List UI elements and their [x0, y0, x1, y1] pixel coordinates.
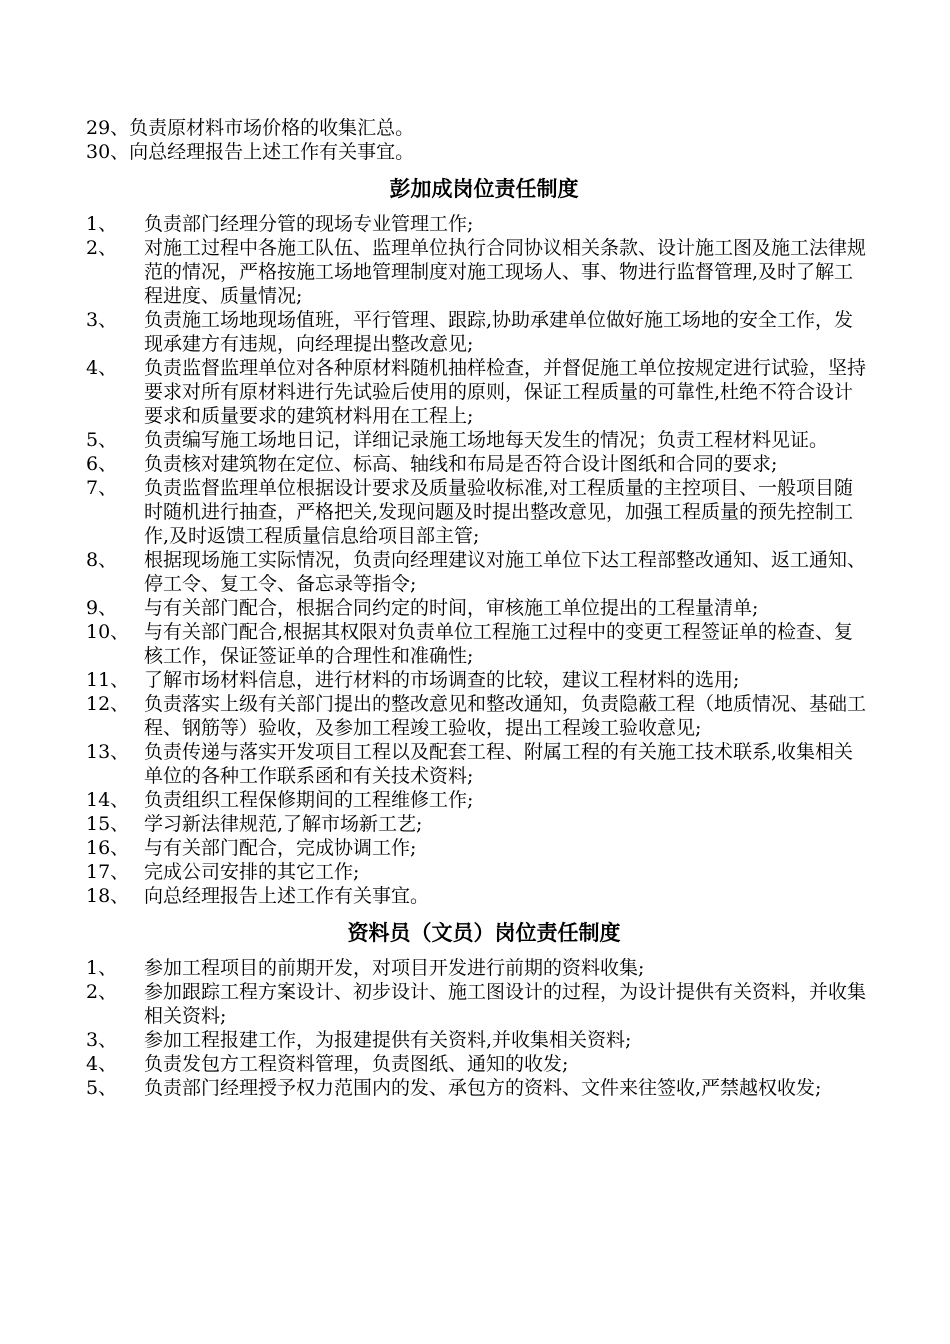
item-number: 9、 — [86, 597, 118, 619]
list-item — [86, 476, 870, 548]
item-number: 10、 — [86, 621, 130, 643]
item-number: 5、 — [86, 429, 118, 451]
list-item — [86, 212, 870, 236]
item-text: 完成公司安排的其它工作; — [144, 861, 360, 883]
item-text: 负责发包方工程资料管理，负责图纸、通知的收发; — [144, 1053, 569, 1075]
section-title-pengjiacheng: 彭加成岗位责任制度 — [389, 176, 579, 201]
item-text: 负责施工场地现场值班，平行管理、跟踪,协助承建单位做好施工场地的安全工作，发现承建方有违规，向经理提出整改意见; — [144, 309, 854, 355]
list-item — [86, 860, 870, 884]
item-number: 4、 — [86, 1053, 118, 1075]
item-text: 负责部门经理授予权力范围内的发、承包方的资料、文件来往签收,严禁越权收发; — [144, 1077, 822, 1099]
item-text: 与有关部门配合，根据合同约定的时间，审核施工单位提出的工程量清单; — [144, 597, 759, 619]
item-number: 1、 — [86, 213, 118, 235]
item-number: 16、 — [86, 837, 130, 859]
item-text: 了解市场材料信息，进行材料的市场调查的比较，建议工程材料的选用; — [144, 669, 740, 691]
list-item — [86, 1052, 870, 1076]
section2-list — [86, 956, 870, 1100]
item-number: 6、 — [86, 453, 118, 475]
item-text: 参加工程报建工作，为报建提供有关资料,并收集相关资料; — [144, 1029, 632, 1051]
list-item — [86, 548, 870, 596]
item-number: 1、 — [86, 957, 118, 979]
list-item — [86, 620, 870, 668]
section-title-archivist: 资料员（文员）岗位责任制度 — [347, 920, 621, 945]
list-item — [86, 692, 870, 740]
list-item — [86, 428, 870, 452]
list-item — [86, 308, 870, 356]
item-number: 13、 — [86, 741, 130, 763]
list-item — [86, 236, 870, 308]
item-number: 4、 — [86, 357, 118, 379]
item-number: 7、 — [86, 477, 118, 499]
item-text: 与有关部门配合,根据其权限对负责单位工程施工过程中的变更工程签证单的检查、复核工作，保证签证单的合理性和准确性; — [144, 621, 854, 667]
item-number: 14、 — [86, 789, 130, 811]
item-number: 18、 — [86, 885, 130, 907]
item-number: 2、 — [86, 237, 118, 259]
item-text: 参加工程项目的前期开发，对项目开发进行前期的资料收集; — [144, 957, 645, 979]
item-number: 8、 — [86, 549, 118, 571]
item-text: 根据现场施工实际情况，负责向经理建议对施工单位下达工程部整改通知、返工通知、停工令、复工令、备忘录等指令; — [144, 549, 867, 595]
list-item — [86, 788, 870, 812]
item-text: 负责组织工程保修期间的工程维修工作; — [144, 789, 474, 811]
list-item — [86, 740, 870, 788]
item-number: 3、 — [86, 309, 118, 331]
item-text: 对施工过程中各施工队伍、监理单位执行合同协议相关条款、设计施工图及施工法律规范的情况，严格按施工场地管理制度对施工现场人、事、物进行监督管理,及时了解工程进度、质量情况; — [144, 237, 867, 307]
section1-list — [86, 212, 870, 908]
item-number: 11、 — [86, 669, 130, 691]
item-text: 负责编写施工场地日记，详细记录施工场地每天发生的情况；负责工程材料见证。 — [144, 429, 829, 451]
list-item — [86, 884, 870, 908]
list-item — [86, 452, 870, 476]
item-text: 负责传递与落实开发项目工程以及配套工程、附属工程的有关施工技术联系,收集相关单位的各种工作联系函和有关技术资料; — [144, 741, 854, 787]
item-text: 向总经理报告上述工作有关事宜。 — [144, 885, 430, 907]
item-number: 5、 — [86, 1077, 118, 1099]
intro-line-29: 29、负责原材料市场价格的收集汇总。 — [86, 117, 415, 139]
list-item — [86, 356, 870, 428]
item-number: 3、 — [86, 1029, 118, 1051]
item-text: 负责监督监理单位对各种原材料随机抽样检查，并督促施工单位按规定进行试验，坚持要求对所有原材料进行先试验后使用的原则，保证工程质量的可靠性,杜绝不符合设计要求和质量要求的建筑材料用在工程上; — [144, 357, 867, 427]
item-text: 负责监督监理单位根据设计要求及质量验收标准,对工程质量的主控项目、一般项目随时随机进行抽查，严格把关,发现问题及时提出整改意见，加强工程质量的预先控制工作,及时返馈工程质量信息给项目部主管; — [144, 477, 854, 547]
list-item — [86, 956, 870, 980]
item-text: 学习新法律规范,了解市场新工艺; — [144, 813, 423, 835]
list-item — [86, 1028, 870, 1052]
list-item — [86, 1076, 870, 1100]
intro-line-30: 30、向总经理报告上述工作有关事宜。 — [86, 141, 415, 163]
item-number: 15、 — [86, 813, 130, 835]
item-number: 2、 — [86, 981, 118, 1003]
list-item — [86, 596, 870, 620]
list-item — [86, 980, 870, 1028]
item-number: 12、 — [86, 693, 130, 715]
item-text: 负责核对建筑物在定位、标高、轴线和布局是否符合设计图纸和合同的要求; — [144, 453, 778, 475]
item-text: 负责部门经理分管的现场专业管理工作; — [144, 213, 474, 235]
document-page — [86, 116, 870, 1100]
list-item — [86, 812, 870, 836]
list-item — [86, 836, 870, 860]
item-number: 17、 — [86, 861, 130, 883]
item-text: 与有关部门配合，完成协调工作; — [144, 837, 417, 859]
item-text: 参加跟踪工程方案设计、初步设计、施工图设计的过程，为设计提供有关资料，并收集相关资料; — [144, 981, 867, 1027]
list-item — [86, 668, 870, 692]
item-text: 负责落实上级有关部门提出的整改意见和整改通知，负责隐蔽工程（地质情况、基础工程、钢筋等）验收，及参加工程竣工验收，提出工程竣工验收意见; — [144, 693, 867, 739]
